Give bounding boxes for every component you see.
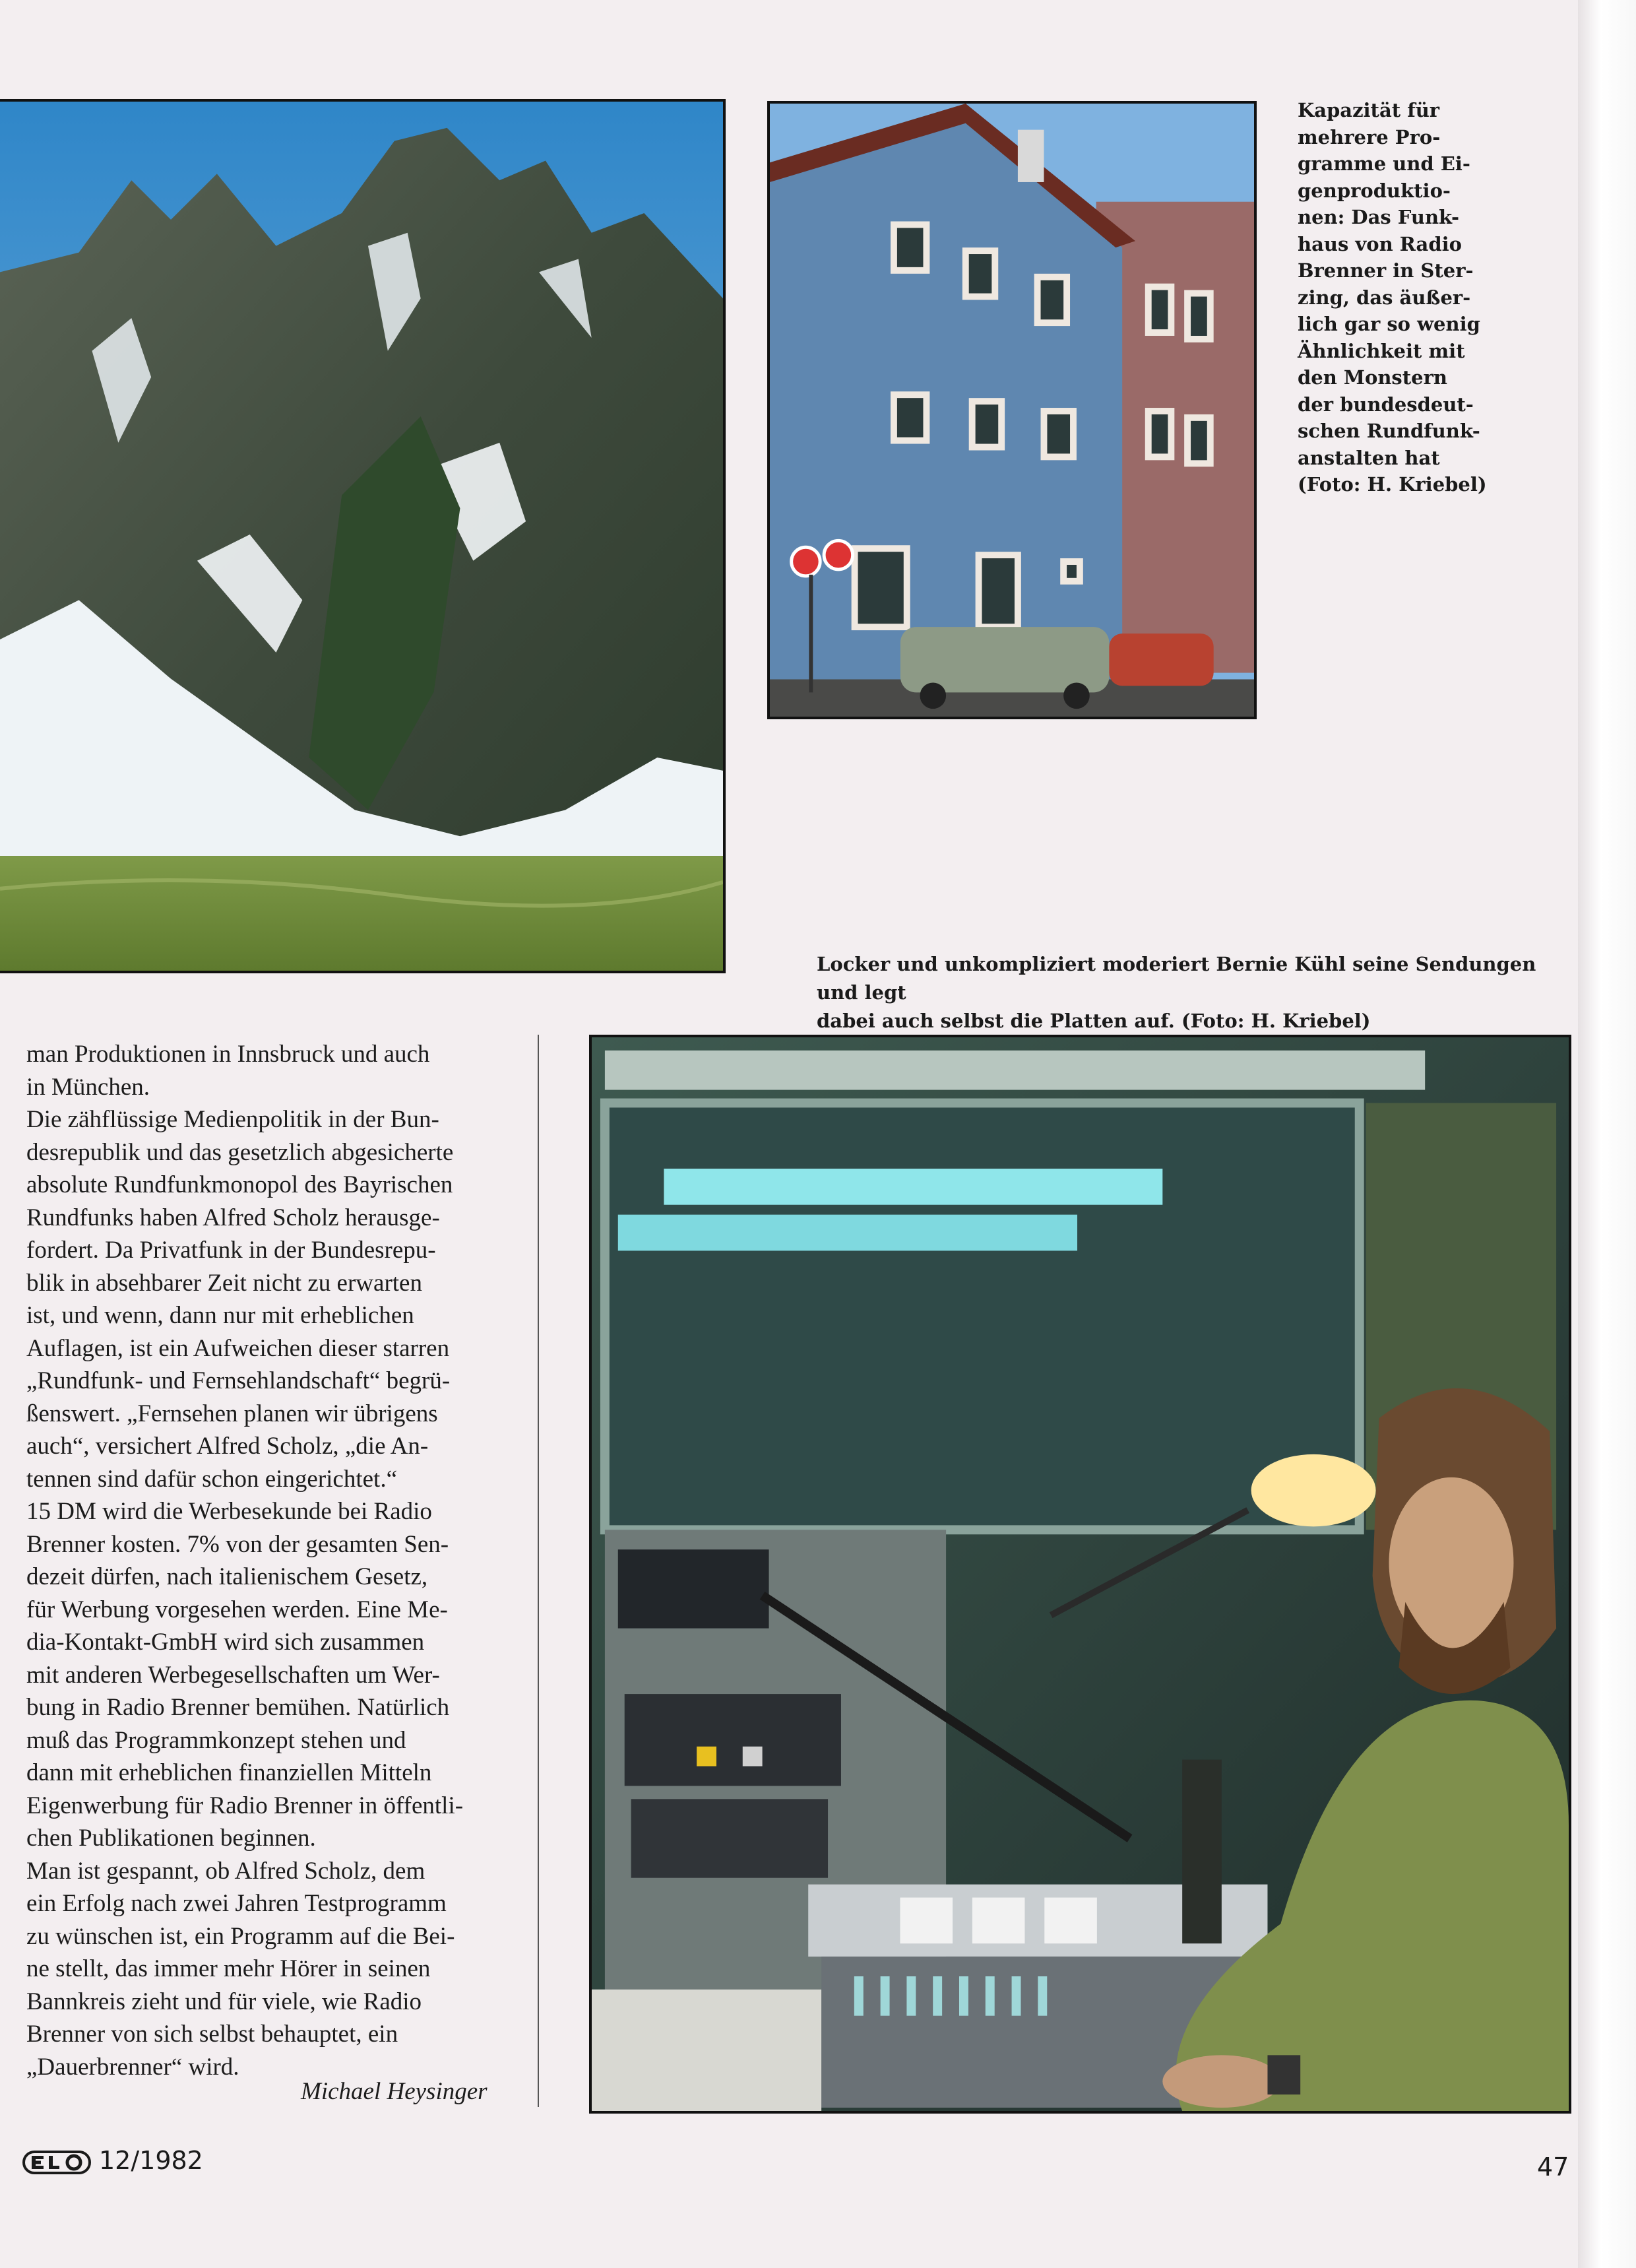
house-photo-caption: Kapazität für mehrere Pro- gramme und Ei- genproduktio- nen: Das Funk- haus von Radio Brenner in Ster- zing, das äußer- lich gar so wenig Ähnlichkeit mit den Monstern der bundesdeut- schen Rundfunk- anstalten hat (Foto: H. Kriebel) (1298, 99, 1487, 496)
radio-studio-photo (589, 1035, 1571, 2114)
article-line: blik in absehbarer Zeit nicht zu erwarten (26, 1269, 422, 1297)
article-line: 15 DM wird die Werbesekunde bei Radio (26, 1498, 432, 1525)
article-line: „Dauerbrenner“ wird. (26, 2053, 239, 2081)
article-body (26, 1038, 528, 2083)
page-edge (1578, 0, 1636, 2268)
article-line: dia-Kontakt-GmbH wird sich zusammen (26, 1629, 425, 1656)
article-line: Eigenwerbung für Radio Brenner in öffentli- (26, 1792, 464, 1819)
article-line: ßenswert. „Fernsehen planen wir übrigens (26, 1400, 438, 1427)
article-line: dann mit erheblichen finanziellen Mitteln (26, 1759, 432, 1786)
mountain-photo (0, 99, 726, 973)
article-line: chen Publikationen beginnen. (26, 1825, 316, 1852)
article-line: desrepublik und das gesetzlich abgesicherte (26, 1138, 454, 1166)
article-line: zu wünschen ist, ein Programm auf die Bei- (26, 1922, 455, 1950)
article-line: Brenner von sich selbst behauptet, ein (26, 2021, 398, 2048)
page-number: 47 (1537, 2153, 1569, 2182)
elo-logo-icon (22, 2149, 91, 2176)
issue-number: 12/1982 (99, 2146, 203, 2175)
radio-house-illustration (770, 104, 1254, 717)
article-author: Michael Heysinger (301, 2078, 488, 2105)
article-line: ne stellt, das immer mehr Hörer in seinen (26, 1955, 431, 1982)
article-line: Rundfunks haben Alfred Scholz herausge- (26, 1204, 440, 1231)
article-line: Auflagen, ist ein Aufweichen dieser starren (26, 1334, 450, 1362)
article-line: Man ist gespannt, ob Alfred Scholz, dem (26, 1857, 425, 1885)
article-line: man Produktionen in Innsbruck und auch (26, 1041, 430, 1068)
article-line: Die zähflüssige Medienpolitik in der Bun- (26, 1106, 439, 1133)
mountain-illustration (0, 102, 723, 971)
article-line: absolute Rundfunkmonopol des Bayrischen (26, 1171, 453, 1198)
article-line: Brenner kosten. 7% von der gesamten Sen- (26, 1530, 449, 1558)
column-divider (538, 1035, 539, 2107)
article-line: „Rundfunk- und Fernsehlandschaft“ begrü- (26, 1367, 451, 1394)
article-line: tennen sind dafür schon eingerichtet.“ (26, 1465, 397, 1493)
article-line: für Werbung vorgesehen werden. Eine Me- (26, 1596, 448, 1623)
studio-photo-caption: Locker und unkompliziert moderiert Bernie Kühl seine Sendungen und legt dabei auch selbst die Platten auf. (Foto: H. Kriebel) (817, 953, 1536, 1032)
article-line: dezeit dürfen, nach italienischem Gesetz, (26, 1563, 428, 1590)
radio-house-photo (767, 101, 1257, 719)
radio-studio-illustration (592, 1037, 1569, 2111)
article-line: fordert. Da Privatfunk in der Bundesrepu- (26, 1237, 436, 1264)
article-line: ein Erfolg nach zwei Jahren Testprogramm (26, 1890, 447, 1917)
article-line: mit anderen Werbegesellschaften um Wer- (26, 1661, 440, 1689)
article-line: Bannkreis zieht und für viele, wie Radio (26, 1988, 422, 2015)
article-line: in München. (26, 1073, 150, 1101)
article-line: auch“, versichert Alfred Scholz, „die An- (26, 1433, 429, 1460)
article-line: muß das Programmkonzept stehen und (26, 1726, 406, 1754)
article-line: bung in Radio Brenner bemühen. Natürlich (26, 1694, 450, 1721)
article-line: ist, und wenn, dann nur mit erheblichen (26, 1302, 414, 1329)
